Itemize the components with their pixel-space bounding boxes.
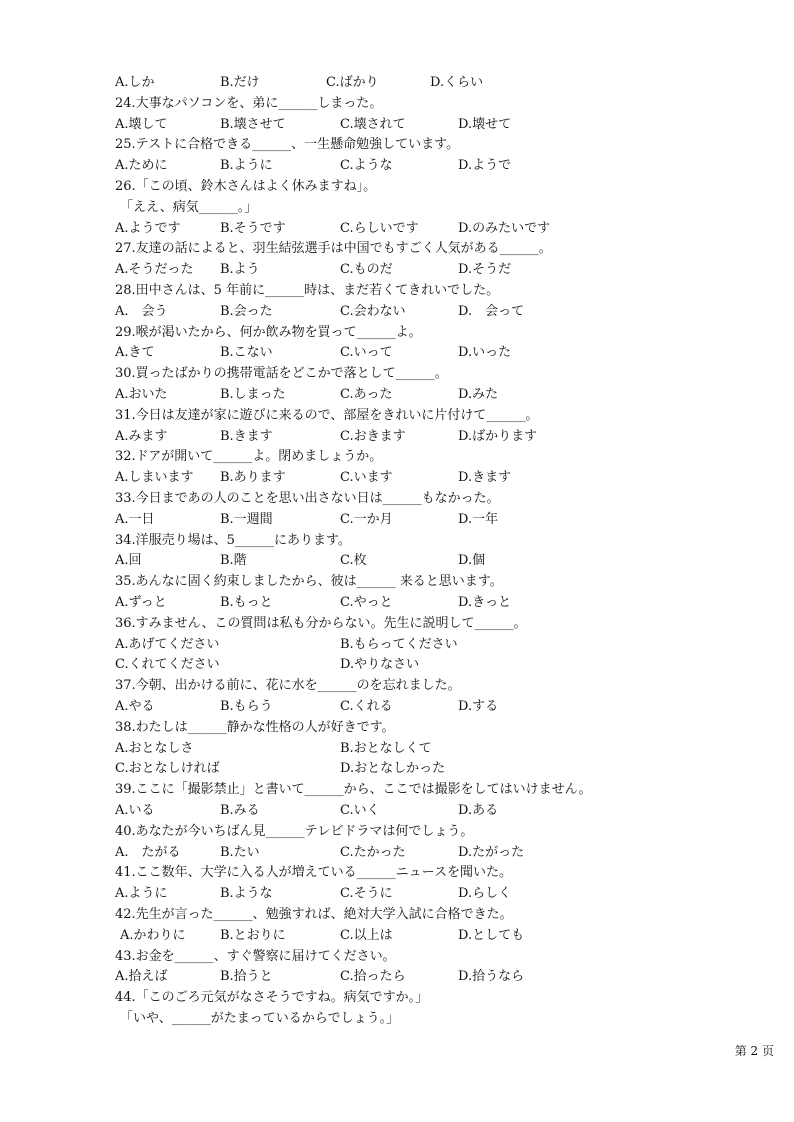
option-text: B.ように [220, 158, 273, 174]
question-line [0, 988, 794, 1009]
question-line [0, 614, 794, 635]
question-text: 「いや、______がたまっているからでしょう。」 [120, 1011, 400, 1026]
option-row [0, 697, 794, 718]
question-line [0, 1009, 794, 1030]
option-text: B.あります [220, 470, 286, 486]
option-text: C.枚 [340, 553, 367, 569]
option-text: A.かわりに [120, 927, 186, 943]
option-text: D.そうだ [458, 262, 512, 278]
question-line [0, 177, 794, 198]
option-text: A.一日 [115, 511, 155, 527]
question-text: 42.先生が言った______、勉強すれば、絶対大学入試に合格できた。 [115, 907, 513, 922]
option-text: B.たい [220, 844, 260, 860]
option-text: C.おとなしければ [115, 761, 220, 777]
question-line [0, 406, 794, 427]
question-text: 35.あんなに固く約束しましたから、彼は______ 来ると思います。 [115, 574, 503, 590]
question-text: 「ええ、病気______。」 [120, 199, 258, 215]
option-text: A.そうだった [115, 262, 194, 278]
option-row [0, 635, 794, 656]
option-text: D.きます [458, 470, 512, 486]
option-text: D.みた [458, 387, 499, 402]
question-text: 37.今朝、出かける前に、花に水を______のを忘れました。 [115, 678, 461, 694]
option-text: B.みる [220, 803, 260, 818]
question-line [0, 281, 794, 302]
option-text: D.としても [458, 927, 525, 943]
question-text: 41.ここ数年、大学に入る人が増えている______ニュースを聞いた。 [115, 865, 513, 881]
option-text: A.拾えば [115, 969, 168, 985]
option-text: A.ようです [115, 220, 181, 236]
question-text: 32.ドアが開いて______よ。閉めましょうか。 [115, 449, 383, 465]
option-text: C.そうに [340, 886, 393, 902]
option-text: D.おとなしかった [340, 761, 446, 777]
option-row [0, 967, 794, 988]
option-text: A.しか [115, 75, 155, 90]
option-text: D. 会って [458, 303, 525, 319]
question-line [0, 198, 794, 219]
option-text: D.らしく [458, 886, 512, 902]
option-text: A.おとなしさ [115, 740, 194, 756]
question-line [0, 780, 794, 801]
question-line [0, 863, 794, 884]
option-text: C.くれてください [115, 657, 220, 673]
question-line [0, 489, 794, 510]
question-text: 30.買ったばかりの携帯電話をどこかで落として______。 [115, 366, 448, 382]
option-text: C.くれる [340, 699, 393, 714]
option-text: B.もっと [220, 595, 273, 610]
option-text: A.ように [115, 886, 168, 902]
option-row [0, 73, 794, 94]
question-text: 38.わたしは______静かな性格の人が好きです。 [115, 719, 395, 735]
option-text: C.たかった [340, 844, 406, 860]
option-text: C.ばかり [326, 75, 379, 90]
option-row [0, 260, 794, 281]
option-text: D.いった [458, 345, 512, 361]
option-text: D.する [458, 699, 499, 714]
option-row [0, 739, 794, 760]
option-text: D.一年 [458, 511, 499, 527]
option-row [0, 884, 794, 905]
question-text: 34.洋服売り場は、5______にあります。 [115, 532, 351, 548]
question-text: 24.大事なパソコンを、弟に______しまった。 [115, 95, 383, 111]
option-text: A.壊して [115, 116, 168, 132]
option-row [0, 468, 794, 489]
option-text: C.拾ったら [340, 969, 406, 985]
option-text: A.みます [115, 428, 168, 444]
question-line [0, 239, 794, 260]
question-text: 33.今日まであの人のことを思い出さない日は______もなかった。 [115, 491, 500, 506]
option-text: B.とおりに [220, 927, 286, 943]
option-text: B.もらう [220, 699, 273, 714]
option-text: A.おいた [115, 387, 168, 402]
question-line [0, 531, 794, 552]
option-text: B.もらってください [340, 636, 458, 652]
option-row [0, 551, 794, 572]
option-text: D.のみたいです [458, 220, 551, 236]
option-row [0, 115, 794, 136]
option-text: C.一か月 [340, 511, 393, 527]
option-text: D.ある [458, 803, 499, 818]
question-text: 26.「この頃、鈴木さんはよく休みますね」。 [115, 179, 377, 194]
option-text: A.回 [115, 553, 142, 569]
question-text: 43.お金を______、すぐ警察に届けてください。 [115, 948, 396, 964]
option-text: B.おとなしくて [340, 740, 432, 756]
option-row [0, 302, 794, 323]
question-text: 39.ここに「撮影禁止」と書いて______から、ここでは撮影をしてはいけません。 [115, 782, 592, 798]
option-row [0, 427, 794, 448]
question-line [0, 905, 794, 926]
option-text: A. 会う [115, 303, 168, 319]
question-text: 40.あなたが今いちばん見______テレビドラマは何でしょう。 [115, 823, 474, 839]
option-text: C.以上は [340, 927, 393, 943]
question-text: 29.喉が渇いたから、何か飲み物を買って______よ。 [115, 324, 422, 340]
option-text: B.ような [220, 886, 273, 902]
question-text: 31.今日は友達が家に遊びに来るので、部屋をきれいに片付けて______。 [115, 407, 539, 423]
question-line [0, 94, 794, 115]
option-text: B.よう [220, 262, 260, 278]
option-row [0, 843, 794, 864]
option-text: C.いって [340, 345, 393, 361]
option-text: A.しまいます [115, 470, 194, 486]
question-line [0, 718, 794, 739]
option-text: B.しまった [220, 387, 286, 402]
option-text: C.壊されて [340, 116, 406, 132]
option-text: D.壊せて [458, 116, 512, 132]
option-row [0, 801, 794, 822]
option-row [0, 510, 794, 531]
question-line [0, 572, 794, 593]
question-line [0, 364, 794, 385]
option-text: C.あった [340, 387, 393, 402]
option-text: B.壊させて [220, 116, 286, 132]
option-text: D.拾うなら [458, 969, 525, 985]
question-text: 44.「このごろ元気がなさそうですね。病気ですか。」 [115, 990, 429, 1006]
option-text: C.いく [340, 803, 380, 818]
option-text: D.くらい [430, 75, 484, 90]
option-text: B.一週間 [220, 511, 273, 527]
question-text: 36.すみません、この質問は私も分からない。先生に説明して______。 [115, 615, 527, 631]
question-line [0, 135, 794, 156]
option-text: D.たがった [458, 844, 525, 860]
option-text: C.おきます [340, 428, 406, 444]
option-text: A.いる [115, 803, 155, 818]
question-line [0, 323, 794, 344]
question-text: 28.田中さんは、5 年前に______時は、まだ若くてきれいでした。 [115, 283, 500, 298]
option-row [0, 219, 794, 240]
option-row [0, 593, 794, 614]
option-row [0, 385, 794, 406]
option-text: B.そうです [220, 220, 286, 236]
option-text: C.います [340, 470, 393, 486]
question-line [0, 676, 794, 697]
option-text: D.やりなさい [340, 657, 420, 673]
option-text: A.ずっと [115, 595, 167, 610]
option-text: C.ような [340, 158, 393, 174]
option-text: A. たがる [115, 844, 181, 860]
option-text: C.らしいです [340, 220, 419, 236]
option-row [0, 655, 794, 676]
option-text: D.ようで [458, 158, 512, 174]
option-text: A.あげてください [115, 636, 220, 652]
question-line [0, 822, 794, 843]
option-row [0, 343, 794, 364]
option-text: B.会った [220, 303, 273, 319]
option-text: B.階 [220, 553, 247, 569]
question-line [0, 447, 794, 468]
option-text: D.ばかります [458, 428, 538, 444]
option-text: B.だけ [220, 75, 260, 90]
option-row [0, 926, 794, 947]
option-text: A.きて [115, 345, 155, 361]
question-text: 25.テストに合格できる______、一生懸命勉強しています。 [115, 137, 460, 153]
option-row [0, 759, 794, 780]
option-text: C.会わない [340, 303, 406, 319]
option-row [0, 156, 794, 177]
option-text: A.ために [115, 158, 168, 174]
option-text: A.やる [115, 699, 155, 714]
option-text: B.こない [220, 345, 273, 361]
option-text: D.きっと [458, 595, 512, 610]
page-number: 第 2 页 [734, 1044, 774, 1058]
question-text: 27.友達の話によると、羽生結弦選手は中国でもすごく人気がある______。 [115, 241, 552, 257]
question-line [0, 947, 794, 968]
option-text: C.ものだ [340, 262, 393, 278]
option-text: B.きます [220, 428, 273, 444]
option-text: D.個 [458, 553, 486, 569]
option-text: C.やっと [340, 595, 393, 610]
option-text: B.拾うと [220, 969, 273, 985]
